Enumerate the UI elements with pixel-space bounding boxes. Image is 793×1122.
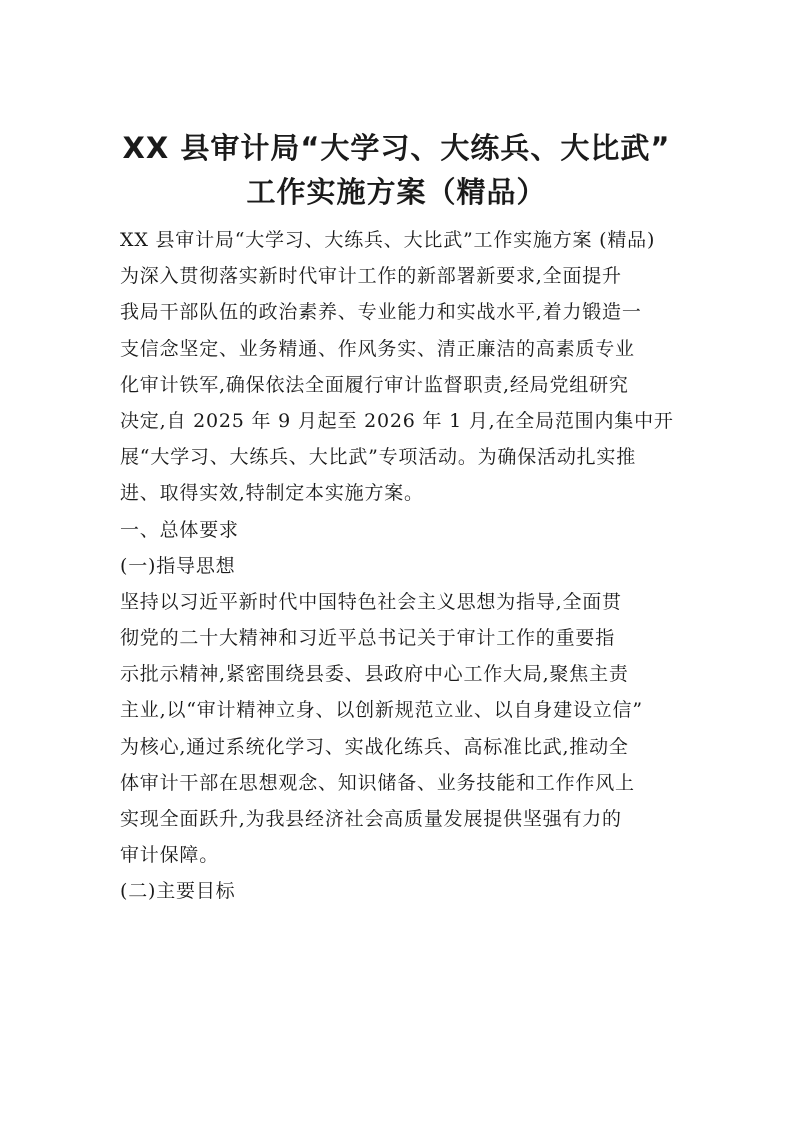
body-line: 化审计铁军,确保依法全面履行审计监督职责,经局党组研究 bbox=[120, 373, 629, 396]
document-title-line-1: XX 县审计局“大学习、大练兵、大比武” bbox=[122, 131, 671, 165]
body-line: 彻党的二十大精神和习近平总书记关于审计工作的重要指 bbox=[120, 627, 616, 650]
body-line: 为核心,通过系统化学习、实战化练兵、高标准比武,推动全 bbox=[120, 735, 629, 758]
body-line: 决定,自 2025 年 9 月起至 2026 年 1 月,在全局范围内集中开 bbox=[120, 409, 674, 432]
body-line: 支信念坚定、业务精通、作风务实、清正廉洁的高素质专业 bbox=[120, 337, 635, 360]
body-line: 进、取得实效,特制定本实施方案。 bbox=[120, 482, 424, 505]
body-line: 主业,以“审计精神立身、以创新规范立业、以自身建设立信” bbox=[120, 699, 643, 722]
subsection-heading: (二)主要目标 bbox=[120, 880, 236, 903]
body-line: 体审计干部在思想观念、知识储备、业务技能和工作作风上 bbox=[120, 771, 635, 794]
subsection-heading: (一)指导思想 bbox=[120, 554, 236, 577]
document-title-line-2: 工作实施方案（精品） bbox=[246, 175, 547, 209]
body-line: 审计保障。 bbox=[120, 844, 220, 867]
body-line: 实现全面跃升,为我县经济社会高质量发展提供坚强有力的 bbox=[120, 808, 622, 830]
body-line: 坚持以习近平新时代中国特色社会主义思想为指导,全面贯 bbox=[120, 590, 622, 613]
body-line: 为深入贯彻落实新时代审计工作的新部署新要求,全面提升 bbox=[120, 265, 622, 288]
section-heading: 一、总体要求 bbox=[120, 518, 239, 541]
body-line: 展“大学习、大练兵、大比武”专项活动。为确保活动扎实推 bbox=[120, 446, 637, 469]
body-line: XX 县审计局“大学习、大练兵、大比武”工作实施方案 (精品) bbox=[120, 229, 656, 251]
document-body bbox=[120, 222, 675, 910]
body-line: 示批示精神,紧密围绕县委、县政府中心工作大局,聚焦主责 bbox=[120, 663, 629, 686]
body-line: 我局干部队伍的政治素养、专业能力和实战水平,着力锻造一 bbox=[120, 301, 642, 324]
